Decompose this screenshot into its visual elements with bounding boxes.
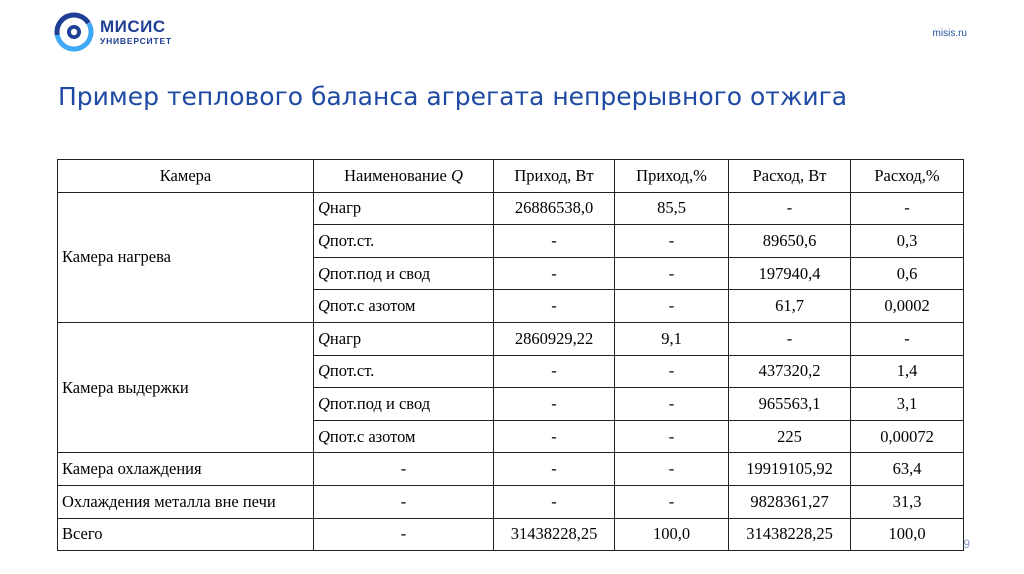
q-name-cell: Qпот.ст.: [314, 225, 494, 258]
expense-pct-cell: 31,3: [851, 485, 964, 518]
camera-cell: Охлаждения металла вне печи: [58, 485, 314, 518]
expense-w-cell: 225: [729, 420, 851, 453]
table-row: [58, 192, 964, 225]
q-name-cell: Qпот.с азотом: [314, 290, 494, 323]
logo-subtitle: УНИВЕРСИТЕТ: [100, 36, 172, 47]
expense-pct-cell: 3,1: [851, 388, 964, 421]
expense-w-cell: 19919105,92: [729, 453, 851, 486]
expense-w-cell: -: [729, 322, 851, 355]
expense-w-cell: 197940,4: [729, 257, 851, 290]
logo-name: МИСИС: [100, 17, 166, 37]
income-pct-cell: 9,1: [615, 322, 729, 355]
income-w-cell: -: [494, 257, 615, 290]
income-w-cell: 2860929,22: [494, 322, 615, 355]
q-name-cell: -: [314, 485, 494, 518]
expense-pct-cell: 0,00072: [851, 420, 964, 453]
income-pct-cell: -: [615, 420, 729, 453]
income-w-cell: -: [494, 225, 615, 258]
camera-cell: Камера выдержки: [58, 322, 314, 452]
table-row: [58, 322, 964, 355]
q-name-cell: Qнагр: [314, 192, 494, 225]
income-pct-cell: -: [615, 453, 729, 486]
income-w-cell: -: [494, 290, 615, 323]
expense-w-cell: -: [729, 192, 851, 225]
expense-w-cell: 61,7: [729, 290, 851, 323]
income-w-cell: -: [494, 453, 615, 486]
table-row: [58, 453, 964, 486]
expense-w-cell: 31438228,25: [729, 518, 851, 551]
col-header-camera: Камера: [58, 160, 314, 193]
income-w-cell: -: [494, 355, 615, 388]
misis-logo-icon: [54, 12, 94, 52]
col-header-income-w: Приход, Вт: [494, 160, 615, 193]
expense-pct-cell: 0,0002: [851, 290, 964, 323]
camera-cell: Камера нагрева: [58, 192, 314, 322]
income-pct-cell: 85,5: [615, 192, 729, 225]
slide-title: Пример теплового баланса агрегата непрерывного отжига: [58, 82, 848, 111]
income-pct-cell: 100,0: [615, 518, 729, 551]
camera-cell: Камера охлаждения: [58, 453, 314, 486]
expense-pct-cell: 0,3: [851, 225, 964, 258]
q-name-cell: -: [314, 518, 494, 551]
expense-w-cell: 9828361,27: [729, 485, 851, 518]
q-name-cell: Qпот.ст.: [314, 355, 494, 388]
page-number: 9: [963, 537, 970, 551]
expense-pct-cell: -: [851, 322, 964, 355]
expense-pct-cell: -: [851, 192, 964, 225]
expense-pct-cell: 63,4: [851, 453, 964, 486]
income-w-cell: 26886538,0: [494, 192, 615, 225]
expense-pct-cell: 100,0: [851, 518, 964, 551]
expense-w-cell: 89650,6: [729, 225, 851, 258]
income-w-cell: -: [494, 420, 615, 453]
income-pct-cell: -: [615, 257, 729, 290]
table-row: [58, 485, 964, 518]
heat-balance-table: [57, 159, 964, 551]
expense-pct-cell: 1,4: [851, 355, 964, 388]
q-name-cell: Qпот.с азотом: [314, 420, 494, 453]
expense-pct-cell: 0,6: [851, 257, 964, 290]
q-name-cell: Qнагр: [314, 322, 494, 355]
expense-w-cell: 965563,1: [729, 388, 851, 421]
col-header-expense-w: Расход, Вт: [729, 160, 851, 193]
q-name-cell: -: [314, 453, 494, 486]
income-pct-cell: -: [615, 485, 729, 518]
university-logo: [54, 12, 172, 52]
income-pct-cell: -: [615, 388, 729, 421]
expense-w-cell: 437320,2: [729, 355, 851, 388]
col-header-expense-pct: Расход,%: [851, 160, 964, 193]
table-row-total: [58, 518, 964, 551]
q-name-cell: Qпот.под и свод: [314, 257, 494, 290]
camera-cell: Всего: [58, 518, 314, 551]
table-header-row: [58, 160, 964, 193]
income-w-cell: -: [494, 388, 615, 421]
income-pct-cell: -: [615, 290, 729, 323]
col-header-q-name: Наименование Q: [314, 160, 494, 193]
site-link[interactable]: misis.ru: [932, 28, 967, 39]
income-w-cell: 31438228,25: [494, 518, 615, 551]
q-name-cell: Qпот.под и свод: [314, 388, 494, 421]
col-header-income-pct: Приход,%: [615, 160, 729, 193]
income-w-cell: -: [494, 485, 615, 518]
income-pct-cell: -: [615, 225, 729, 258]
income-pct-cell: -: [615, 355, 729, 388]
